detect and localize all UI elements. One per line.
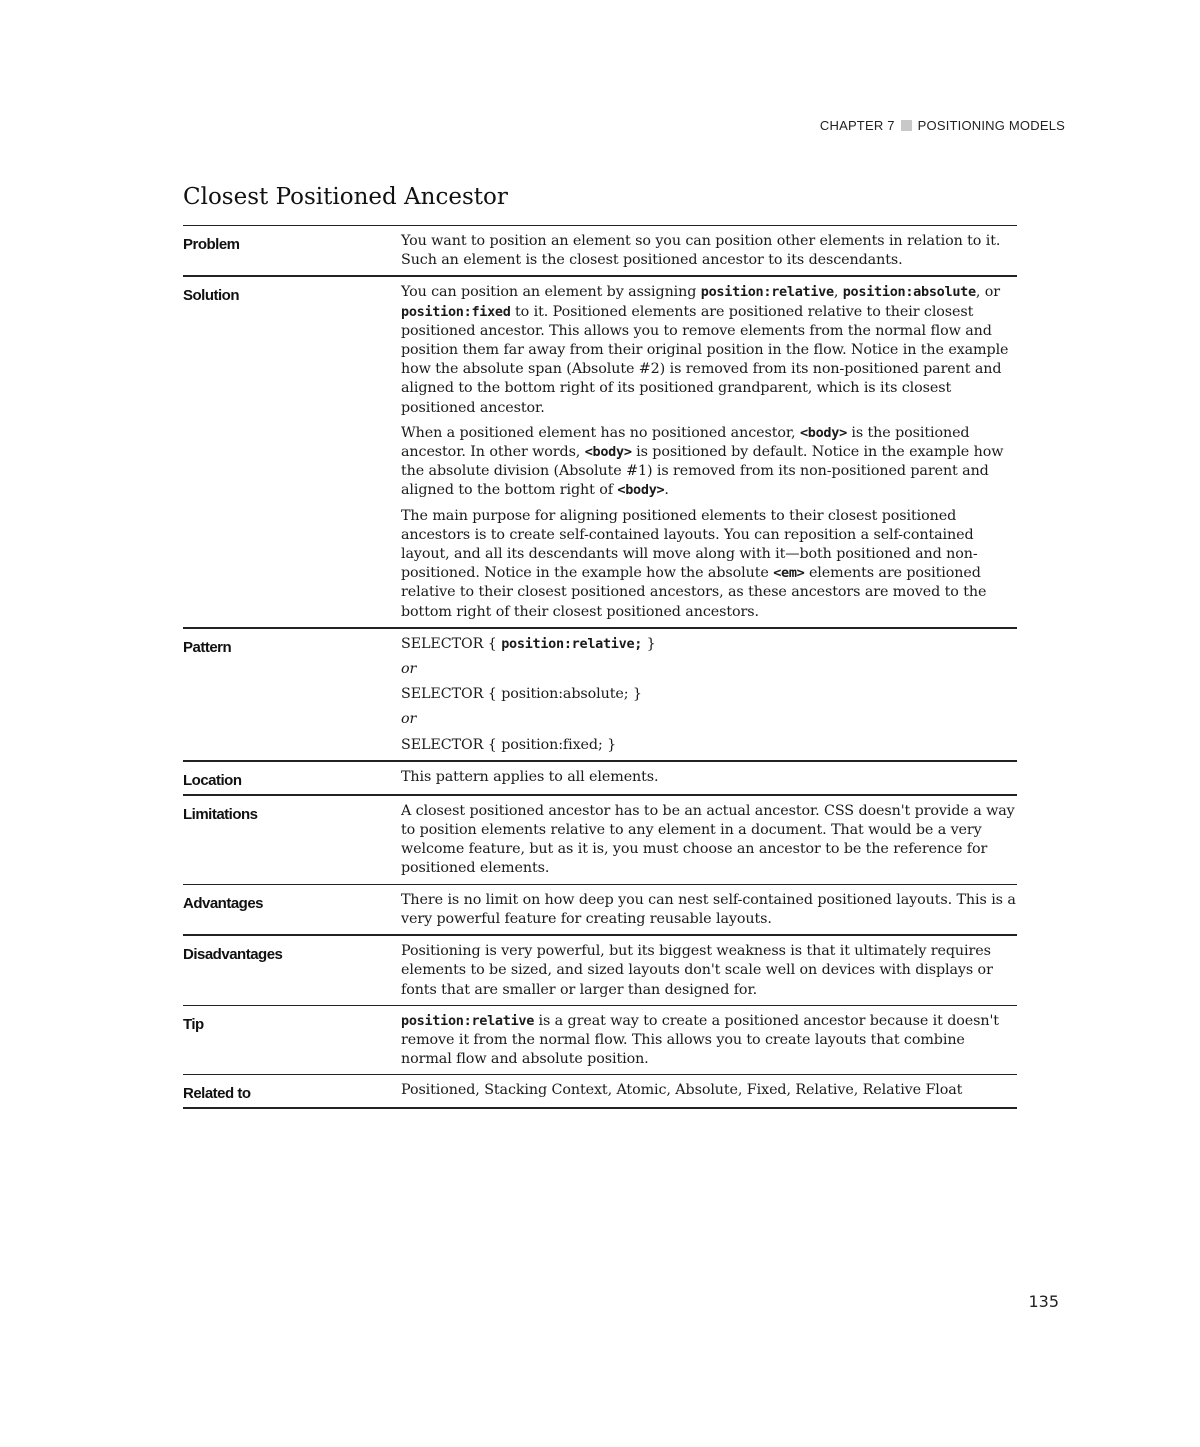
row-limitations xyxy=(183,796,1017,885)
row-label-related: Related to xyxy=(183,1085,251,1103)
row-content-disadvantages xyxy=(401,942,1017,1000)
square-separator-icon xyxy=(901,120,912,131)
problem-text: You want to position an element so you can position other elements in relation to it. Such an element is the closest positioned ancestor to its descendants. xyxy=(401,233,1001,269)
row-content-solution xyxy=(401,283,1017,621)
row-label-solution: Solution xyxy=(183,287,239,305)
row-problem xyxy=(183,226,1017,277)
row-content-limitations xyxy=(401,802,1017,879)
disadvantages-text: Positioning is very powerful, but its biggest weakness is that it ultimately requires elements to be sized, and sized layouts don't scale well on devices with displays or fonts that are smaller or larger than designed for. xyxy=(401,943,993,998)
row-content-location xyxy=(401,768,1017,789)
tip-text: position:relative is a great way to create a positioned ancestor because it doesn't remove it from the normal flow. This allows you to create layouts that combine normal flow and absolute position. xyxy=(401,1012,999,1068)
page-title: Closest Positioned Ancestor xyxy=(183,184,508,210)
row-solution xyxy=(183,277,1017,628)
code-position-relative: position:relative xyxy=(700,284,834,301)
row-label-tip: Tip xyxy=(183,1015,204,1033)
row-content-advantages xyxy=(401,891,1017,929)
code-tip-position-relative: position:relative xyxy=(401,1012,535,1029)
row-label-disadvantages: Disadvantages xyxy=(183,946,283,964)
pattern-table xyxy=(183,225,1017,1109)
code-pattern-relative: position:relative; xyxy=(501,635,643,652)
row-content-tip xyxy=(401,1012,1017,1070)
location-text: This pattern applies to all elements. xyxy=(401,768,659,785)
pattern-or: or xyxy=(401,661,417,678)
page-number: 135 xyxy=(1028,1292,1059,1311)
row-tip xyxy=(183,1006,1017,1076)
row-content-problem xyxy=(401,232,1017,270)
row-location xyxy=(183,762,1017,796)
row-related xyxy=(183,1075,1017,1109)
code-body: <body> xyxy=(584,444,632,461)
row-disadvantages xyxy=(183,936,1017,1006)
row-label-advantages: Advantages xyxy=(183,894,264,912)
pattern-line-3: SELECTOR { position:fixed; } xyxy=(401,736,617,753)
code-position-absolute: position:absolute xyxy=(842,284,976,301)
solution-paragraph-1: You can position an element by assigning position:relative, position:absolute, or position:fixed to it. Positioned elements are positioned relative to their closest positioned ancestor. This allows you to remove elements from the normal flow and position them far away from their original position in the flow. Notice in the example how the absolute span (Absolute #2) is removed from its non-positioned parent and aligned to the bottom right of its positioned grandparent, which is its closest positioned ancestor. xyxy=(401,284,1009,416)
row-content-pattern xyxy=(401,635,1017,755)
code-position-fixed: position:fixed xyxy=(401,303,511,320)
advantages-text: There is no limit on how deep you can nest self-contained positioned layouts. This is a very powerful feature for creating reusable layouts. xyxy=(401,891,1016,927)
section-label: POSITIONING MODELS xyxy=(917,118,1065,133)
pattern-line-1: SELECTOR { position:relative; } xyxy=(401,635,656,652)
related-text: Positioned, Stacking Context, Atomic, Absolute, Fixed, Relative, Relative Float xyxy=(401,1082,963,1099)
solution-paragraph-2: When a positioned element has no positioned ancestor, <body> is the positioned ancestor. In other words, <body> is positioned by default. Notice in the example how the absolute division (Absolute #1) is removed from its non-positioned parent and aligned to the bottom right of <body>. xyxy=(401,424,1004,499)
row-label-limitations: Limitations xyxy=(183,805,258,823)
running-head xyxy=(820,118,1065,133)
pattern-or: or xyxy=(401,711,417,728)
pattern-line-2: SELECTOR { position:absolute; } xyxy=(401,686,642,703)
code-body: <body> xyxy=(799,424,847,441)
row-advantages xyxy=(183,885,1017,936)
solution-paragraph-3: The main purpose for aligning positioned elements to their closest positioned ancestors is to create self-contained layouts. You can reposition a self-contained layout, and all its descendants will move along with it—both positioned and non-positioned. Notice in the example how the absolute <em> elements are positioned relative to their closest positioned ancestors, as these ancestors are moved to the bottom right of their closest positioned ancestors. xyxy=(401,507,987,620)
code-em: <em> xyxy=(773,565,805,582)
row-label-location: Location xyxy=(183,771,242,789)
row-content-related xyxy=(401,1081,1017,1102)
code-body: <body> xyxy=(617,482,665,499)
limitations-text: A closest positioned ancestor has to be an actual ancestor. CSS doesn't provide a way to position elements relative to any element in a document. That would be a very welcome feature, but as it is, you must choose an ancestor to be the reference for positioned elements. xyxy=(401,802,1015,877)
row-label-problem: Problem xyxy=(183,236,240,253)
row-pattern xyxy=(183,629,1017,762)
row-label-pattern: Pattern xyxy=(183,638,232,656)
chapter-label: CHAPTER 7 xyxy=(819,118,895,133)
